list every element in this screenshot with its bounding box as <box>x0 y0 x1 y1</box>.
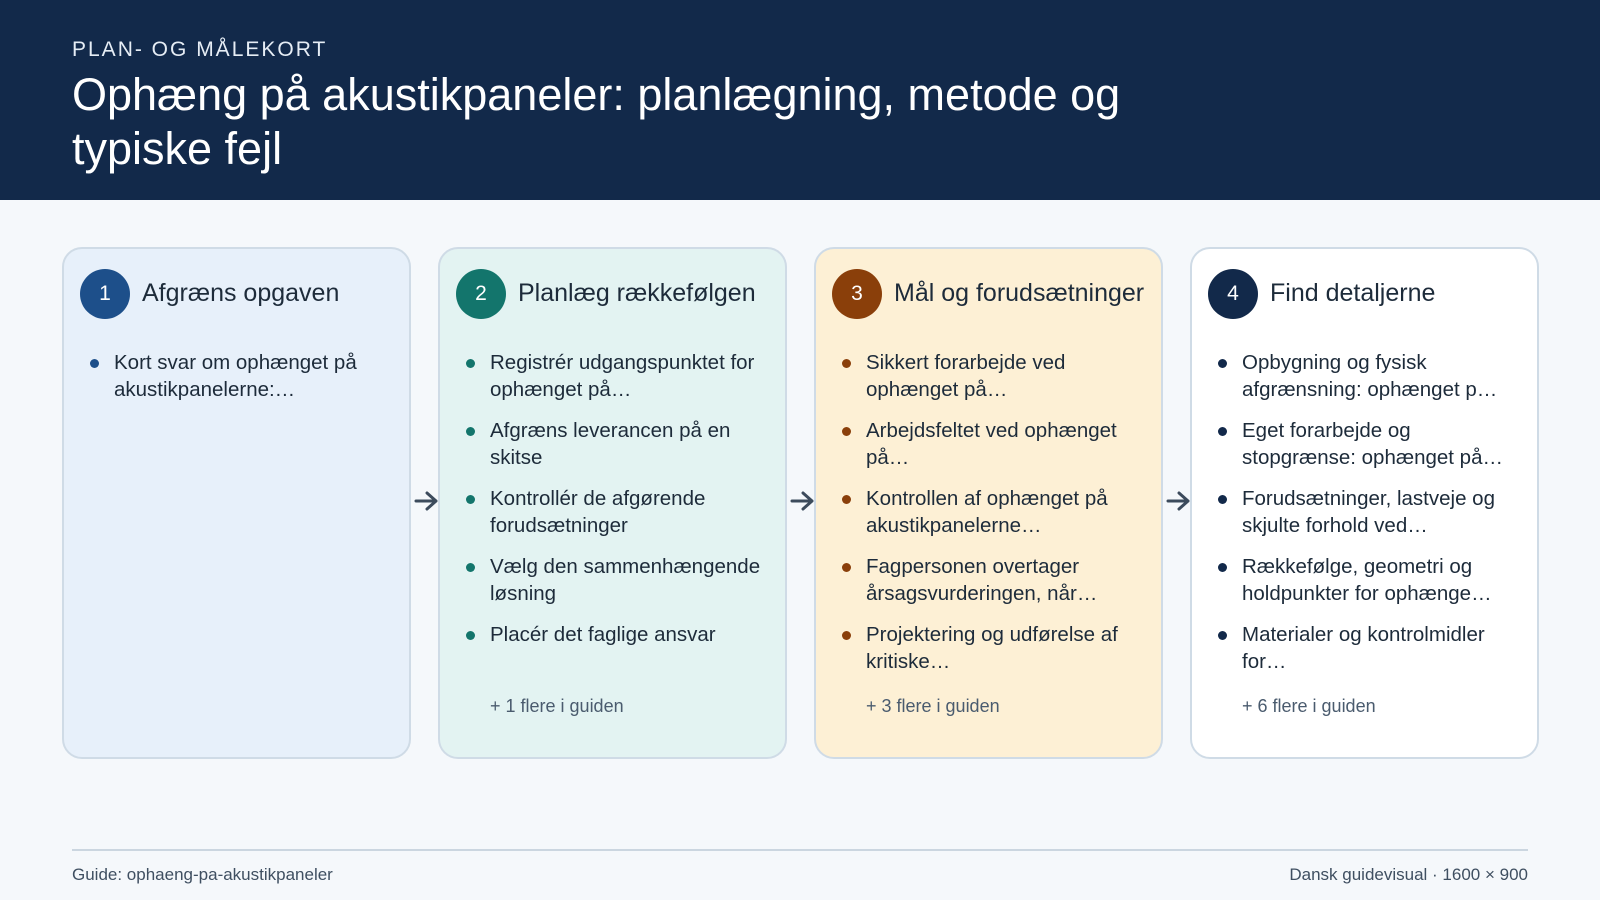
step-number-badge: 1 <box>80 269 130 319</box>
page-title: Ophæng på akustikpaneler: planlægning, metode og typiske fejl <box>72 69 1121 174</box>
footer-divider <box>72 849 1528 851</box>
footer-guide-id: Guide: ophaeng-pa-akustikpaneler <box>72 865 333 884</box>
list-item-text: Forudsætninger, lastveje og skjulte forhold ved… <box>1242 487 1495 537</box>
list-item <box>90 349 400 403</box>
bullet-icon <box>842 563 851 572</box>
list-item <box>842 417 1152 471</box>
step-title: Mål og forudsætninger <box>894 279 1145 307</box>
list-item-text: Registrér udgangspunktet for ophænget på… <box>490 351 755 401</box>
step-card-3 <box>814 247 1163 759</box>
step-item-list <box>90 349 400 417</box>
bullet-icon <box>466 563 475 572</box>
bullet-icon <box>842 359 851 368</box>
step-title: Afgræns opgaven <box>142 279 340 307</box>
step-number-badge: 4 <box>1208 269 1258 319</box>
list-item-text: Kontrollen af ophænget på akustikpanelerne… <box>866 487 1108 537</box>
bullet-icon <box>1218 563 1227 572</box>
list-item <box>466 621 776 648</box>
footer-credit: Dansk guidevisual · 1600 × 900 <box>1289 865 1528 884</box>
list-item <box>466 485 776 539</box>
list-item-text: Opbygning og fysisk afgrænsning: ophænget p… <box>1242 351 1498 401</box>
step-number-badge: 3 <box>832 269 882 319</box>
header-banner <box>0 0 1600 200</box>
step-item-list <box>842 349 1152 689</box>
list-item-text: Materialer og kontrolmidler for… <box>1242 623 1485 673</box>
step-card-2 <box>438 247 787 759</box>
bullet-icon <box>90 359 99 368</box>
list-item-text: Vælg den sammenhængende løsning <box>490 555 761 605</box>
more-in-guide-link[interactable]: + 1 flere i guiden <box>490 696 624 716</box>
more-in-guide-link[interactable]: + 3 flere i guiden <box>866 696 1000 716</box>
bullet-icon <box>1218 427 1227 436</box>
step-item-list <box>1218 349 1528 689</box>
list-item-text: Projektering og udførelse af kritiske… <box>866 623 1118 673</box>
list-item <box>1218 485 1528 539</box>
step-title: Planlæg rækkefølgen <box>518 279 756 307</box>
step-card-1 <box>62 247 411 759</box>
list-item <box>1218 349 1528 403</box>
bullet-icon <box>466 495 475 504</box>
list-item-text: Eget forarbejde og stopgrænse: ophænget på… <box>1242 419 1503 469</box>
bullet-icon <box>466 631 475 640</box>
list-item <box>1218 417 1528 471</box>
list-item <box>466 349 776 403</box>
bullet-icon <box>842 495 851 504</box>
list-item-text: Afgræns leverancen på en skitse <box>490 419 731 469</box>
list-item-text: Kort svar om ophænget på akustikpanelerne:… <box>114 351 357 401</box>
bullet-icon <box>1218 631 1227 640</box>
list-item <box>466 553 776 607</box>
bullet-icon <box>842 631 851 640</box>
bullet-icon <box>1218 495 1227 504</box>
list-item-text: Placér det faglige ansvar <box>490 623 716 646</box>
step-number-badge: 2 <box>456 269 506 319</box>
list-item <box>842 349 1152 403</box>
list-item <box>1218 553 1528 607</box>
step-title: Find detaljerne <box>1270 279 1436 307</box>
bullet-icon <box>466 427 475 436</box>
arrow-right-icon <box>414 490 440 512</box>
list-item <box>466 417 776 471</box>
list-item <box>842 485 1152 539</box>
list-item-text: Rækkefølge, geometri og holdpunkter for ophænge… <box>1242 555 1492 605</box>
step-card-4 <box>1190 247 1539 759</box>
list-item <box>842 621 1152 675</box>
list-item <box>1218 621 1528 675</box>
bullet-icon <box>466 359 475 368</box>
step-item-list <box>466 349 776 662</box>
arrow-right-icon <box>790 490 816 512</box>
list-item-text: Sikkert forarbejde ved ophænget på… <box>866 351 1066 401</box>
list-item-text: Fagpersonen overtager årsagsvurderingen, når… <box>866 555 1098 605</box>
list-item-text: Arbejdsfeltet ved ophænget på… <box>866 419 1117 469</box>
bullet-icon <box>842 427 851 436</box>
bullet-icon <box>1218 359 1227 368</box>
list-item <box>842 553 1152 607</box>
eyebrow-label: PLAN- OG MÅLEKORT <box>72 38 328 61</box>
more-in-guide-link[interactable]: + 6 flere i guiden <box>1242 696 1376 716</box>
arrow-right-icon <box>1166 490 1192 512</box>
list-item-text: Kontrollér de afgørende forudsætninger <box>490 487 706 537</box>
